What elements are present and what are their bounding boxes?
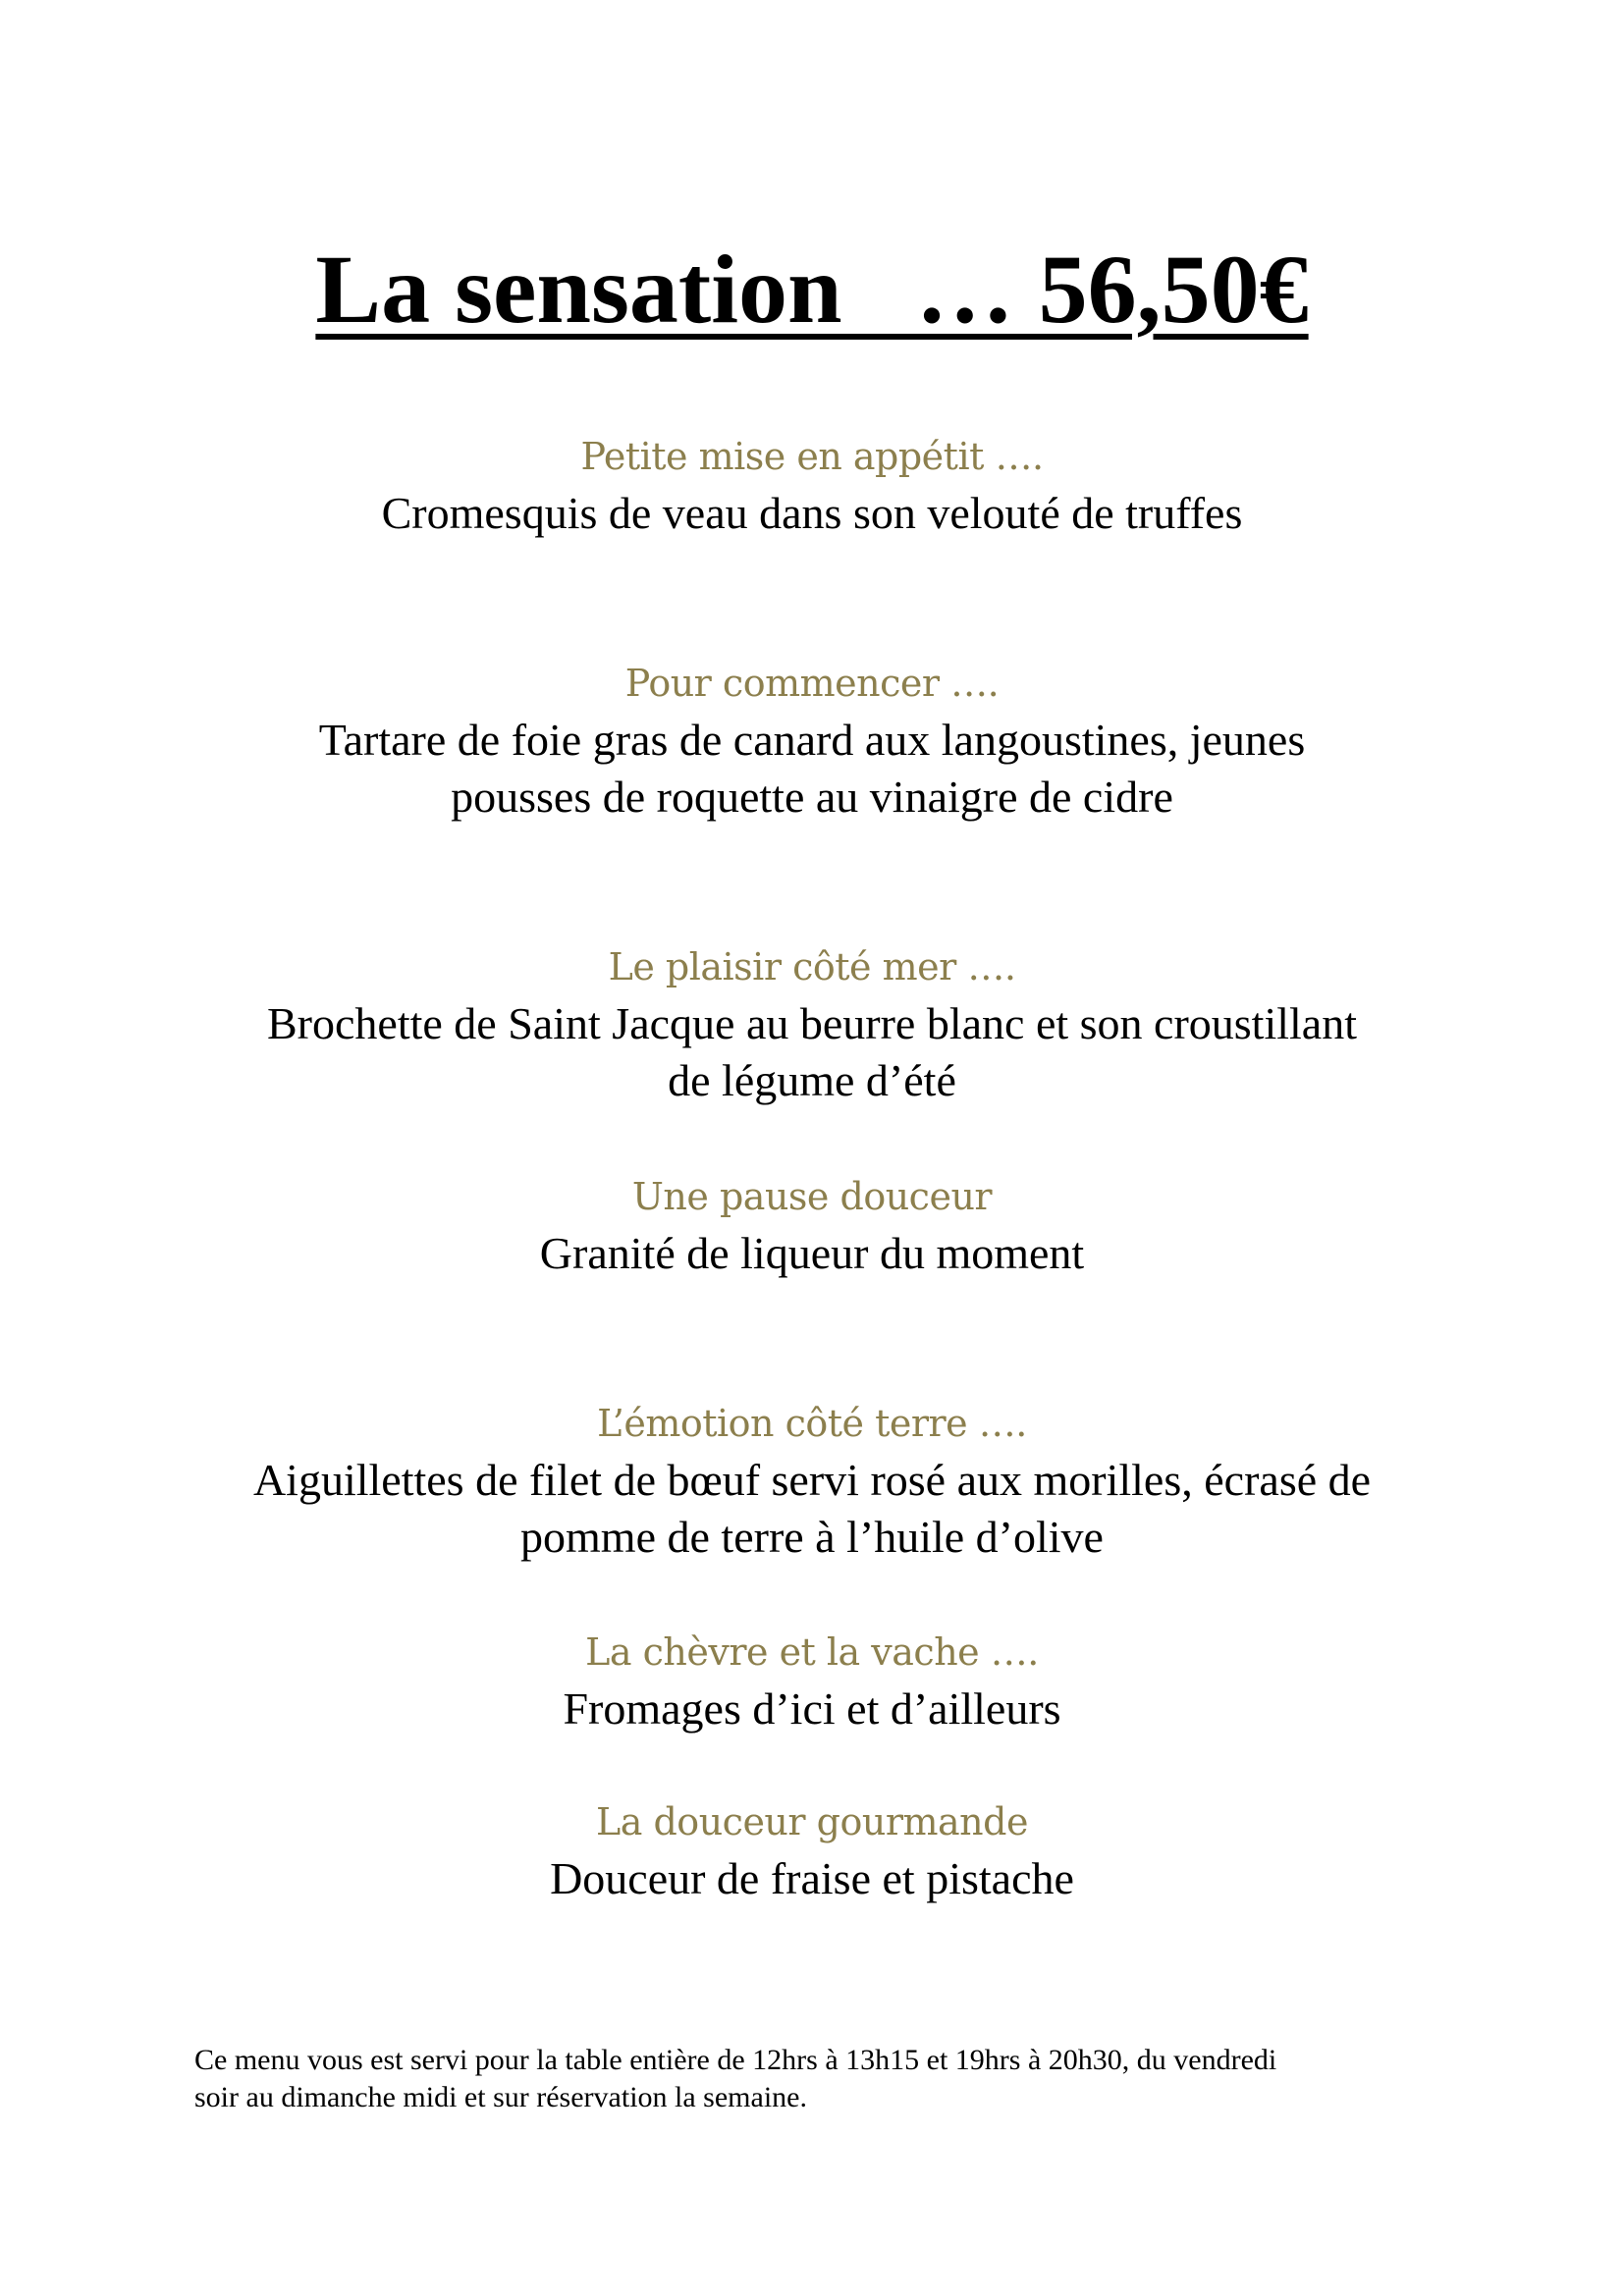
menu-title-text: La sensation … 56,50€ xyxy=(315,235,1309,344)
course-heading: Le plaisir côté mer …. xyxy=(608,945,1016,988)
course-heading: Pour commencer …. xyxy=(624,662,1000,705)
course-starter xyxy=(0,661,1624,826)
course-dish-line: Cromesquis de veau dans son velouté de truffes xyxy=(381,488,1243,538)
course-meat xyxy=(0,1401,1624,1566)
course-amuse-bouche xyxy=(0,434,1624,542)
course-dish-line: Fromages d’ici et d’ailleurs xyxy=(563,1683,1061,1734)
course-fish xyxy=(0,944,1624,1109)
course-dish-line: Tartare de foie gras de canard aux langoustines, jeunes xyxy=(318,715,1306,765)
course-dish-line: de légume d’été xyxy=(668,1055,956,1105)
course-dish-line: Brochette de Saint Jacque au beurre blanc et son croustillant xyxy=(267,998,1357,1048)
service-note-line: soir au dimanche midi et sur réservation la semaine. xyxy=(194,2081,807,2113)
course-heading: La chèvre et la vache …. xyxy=(585,1630,1039,1674)
course-dish-line: Douceur de fraise et pistache xyxy=(550,1853,1074,1903)
course-dish-line: pomme de terre à l’huile d’olive xyxy=(520,1512,1104,1562)
menu-title xyxy=(0,236,1624,344)
course-dessert xyxy=(0,1799,1624,1907)
course-dish-line: Granité de liqueur du moment xyxy=(539,1228,1085,1278)
course-heading: Une pause douceur xyxy=(631,1175,993,1218)
course-heading: La douceur gourmande xyxy=(596,1800,1028,1843)
course-cheese xyxy=(0,1629,1624,1737)
course-heading: L’émotion côté terre …. xyxy=(597,1402,1027,1445)
course-sorbet xyxy=(0,1174,1624,1282)
service-note-line: Ce menu vous est servi pour la table entière de 12hrs à 13h15 et 19hrs à 20h30, du vendredi xyxy=(194,2044,1277,2076)
course-heading: Petite mise en appétit …. xyxy=(580,435,1044,478)
course-dish-line: pousses de roquette au vinaigre de cidre xyxy=(451,772,1173,822)
service-note xyxy=(194,2042,1441,2116)
course-dish-line: Aiguillettes de filet de bœuf servi rosé aux morilles, écrasé de xyxy=(252,1455,1372,1505)
